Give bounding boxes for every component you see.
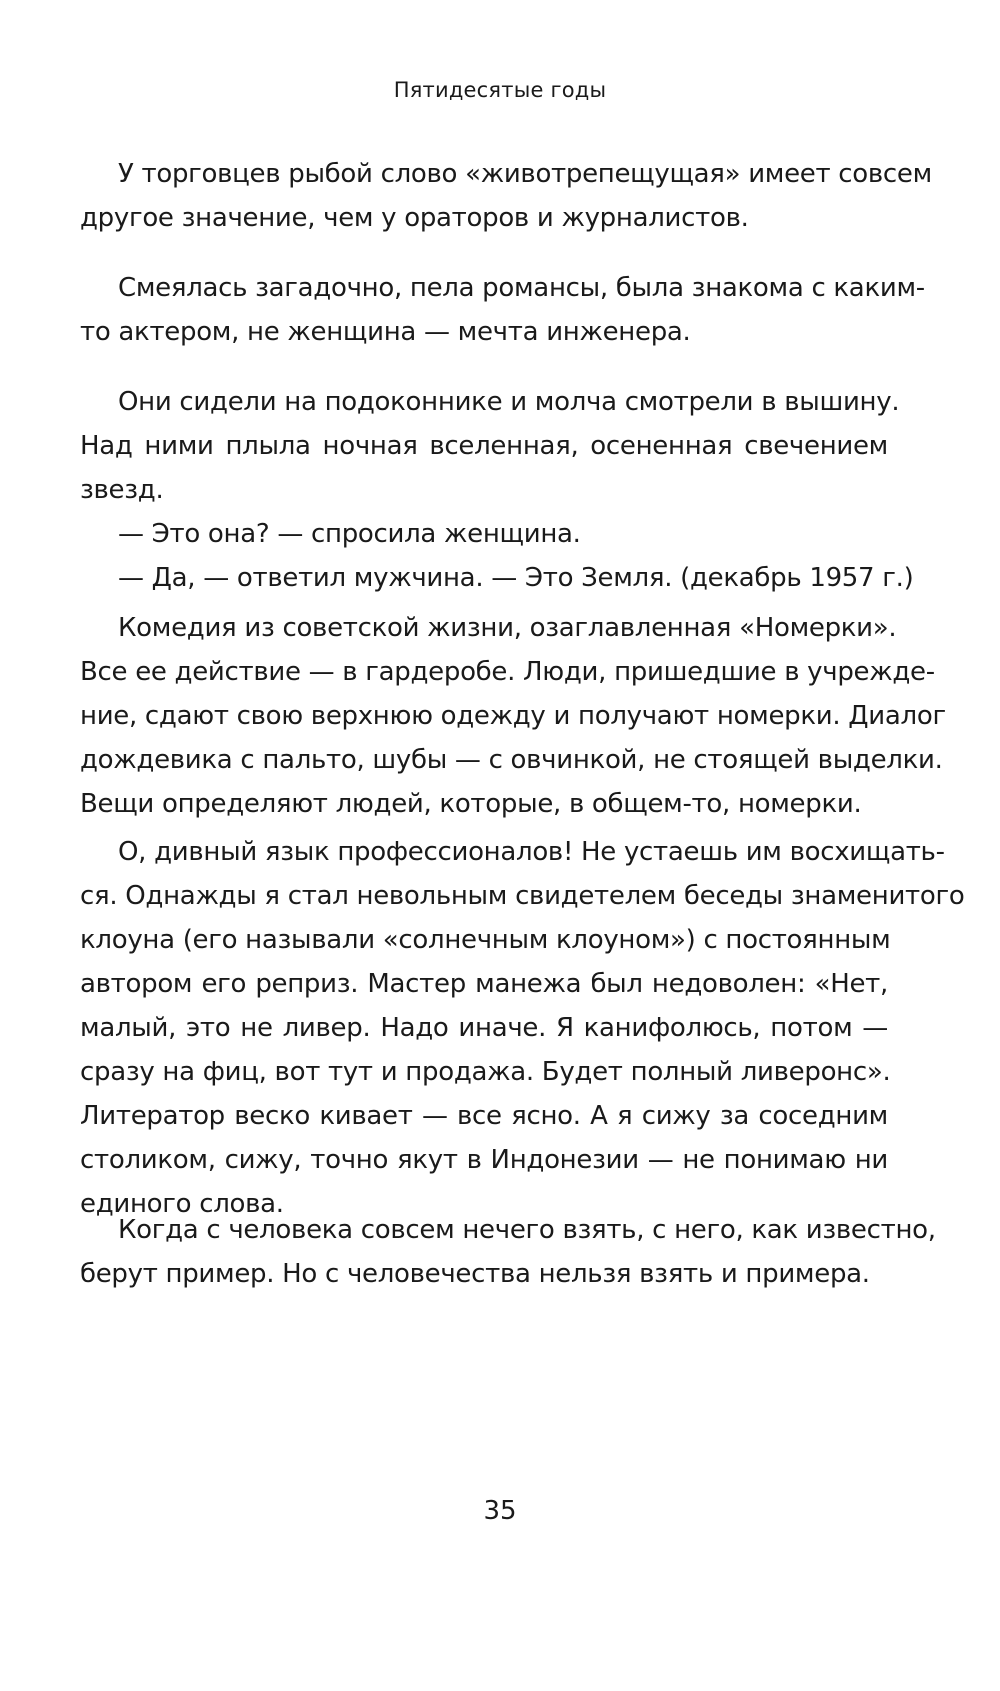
text-line: столиком, сижу, точно якут в Индонезии — не понимаю ни <box>80 1145 888 1175</box>
text-line: Над ними плыла ночная вселенная, осененная свечением <box>80 431 888 461</box>
text-line: другое значение, чем у ораторов и журналистов. <box>80 203 749 233</box>
text-line: Они сидели на подоконнике и молча смотрели в вышину. <box>118 387 900 417</box>
paragraph <box>80 152 932 240</box>
dialogue-line: — Да, — ответил мужчина. — Это Земля. (декабрь 1957 г.) <box>118 563 914 593</box>
dialogue-line: — Это она? — спросила женщина. <box>118 519 581 549</box>
text-line: ние, сдают свою верхнюю одежду и получают номерки. Диалог <box>80 701 946 731</box>
text-line: Литератор веско кивает — все ясно. А я сижу за соседним <box>80 1101 888 1131</box>
text-line: дождевика с пальто, шубы — с овчинкой, не стоящей выделки. <box>80 745 943 775</box>
text-line: О, дивный язык профессионалов! Не устаешь им восхищать- <box>118 837 945 867</box>
text-line: сразу на фиц, вот тут и продажа. Будет полный ливеронс». <box>80 1057 891 1087</box>
paragraph <box>80 266 925 354</box>
text-line: Вещи определяют людей, которые, в общем-то, номерки. <box>80 789 862 819</box>
running-head: Пятидесятые годы <box>393 78 607 102</box>
text-line: ся. Однажды я стал невольным свидетелем беседы знаменитого <box>80 881 965 911</box>
paragraph <box>80 380 914 600</box>
text-line: звезд. <box>80 475 164 505</box>
paragraph <box>80 830 965 1226</box>
text-line: Комедия из советской жизни, озаглавленная «Номерки». <box>118 613 897 643</box>
paragraph <box>80 1208 936 1296</box>
text-line: малый, это не ливер. Надо иначе. Я канифолюсь, потом — <box>80 1013 888 1043</box>
text-line: берут пример. Но с человечества нельзя взять и примера. <box>80 1259 870 1289</box>
text-line: Смеялась загадочно, пела романсы, была знакома с каким- <box>118 273 925 303</box>
text-line: автором его реприз. Мастер манежа был недоволен: «Нет, <box>80 969 888 999</box>
text-line: клоуна (его называли «солнечным клоуном») с постоянным <box>80 925 891 955</box>
text-line: единого слова. <box>80 1189 284 1219</box>
text-line: то актером, не женщина — мечта инженера. <box>80 317 691 347</box>
text-line: Когда с человека совсем нечего взять, с него, как известно, <box>118 1215 936 1245</box>
text-line: Все ее действие — в гардеробе. Люди, пришедшие в учрежде- <box>80 657 935 687</box>
paragraph <box>80 606 946 826</box>
text-line: У торговцев рыбой слово «животрепещущая» имеет совсем <box>118 159 932 189</box>
page-number: 35 <box>483 1496 517 1526</box>
